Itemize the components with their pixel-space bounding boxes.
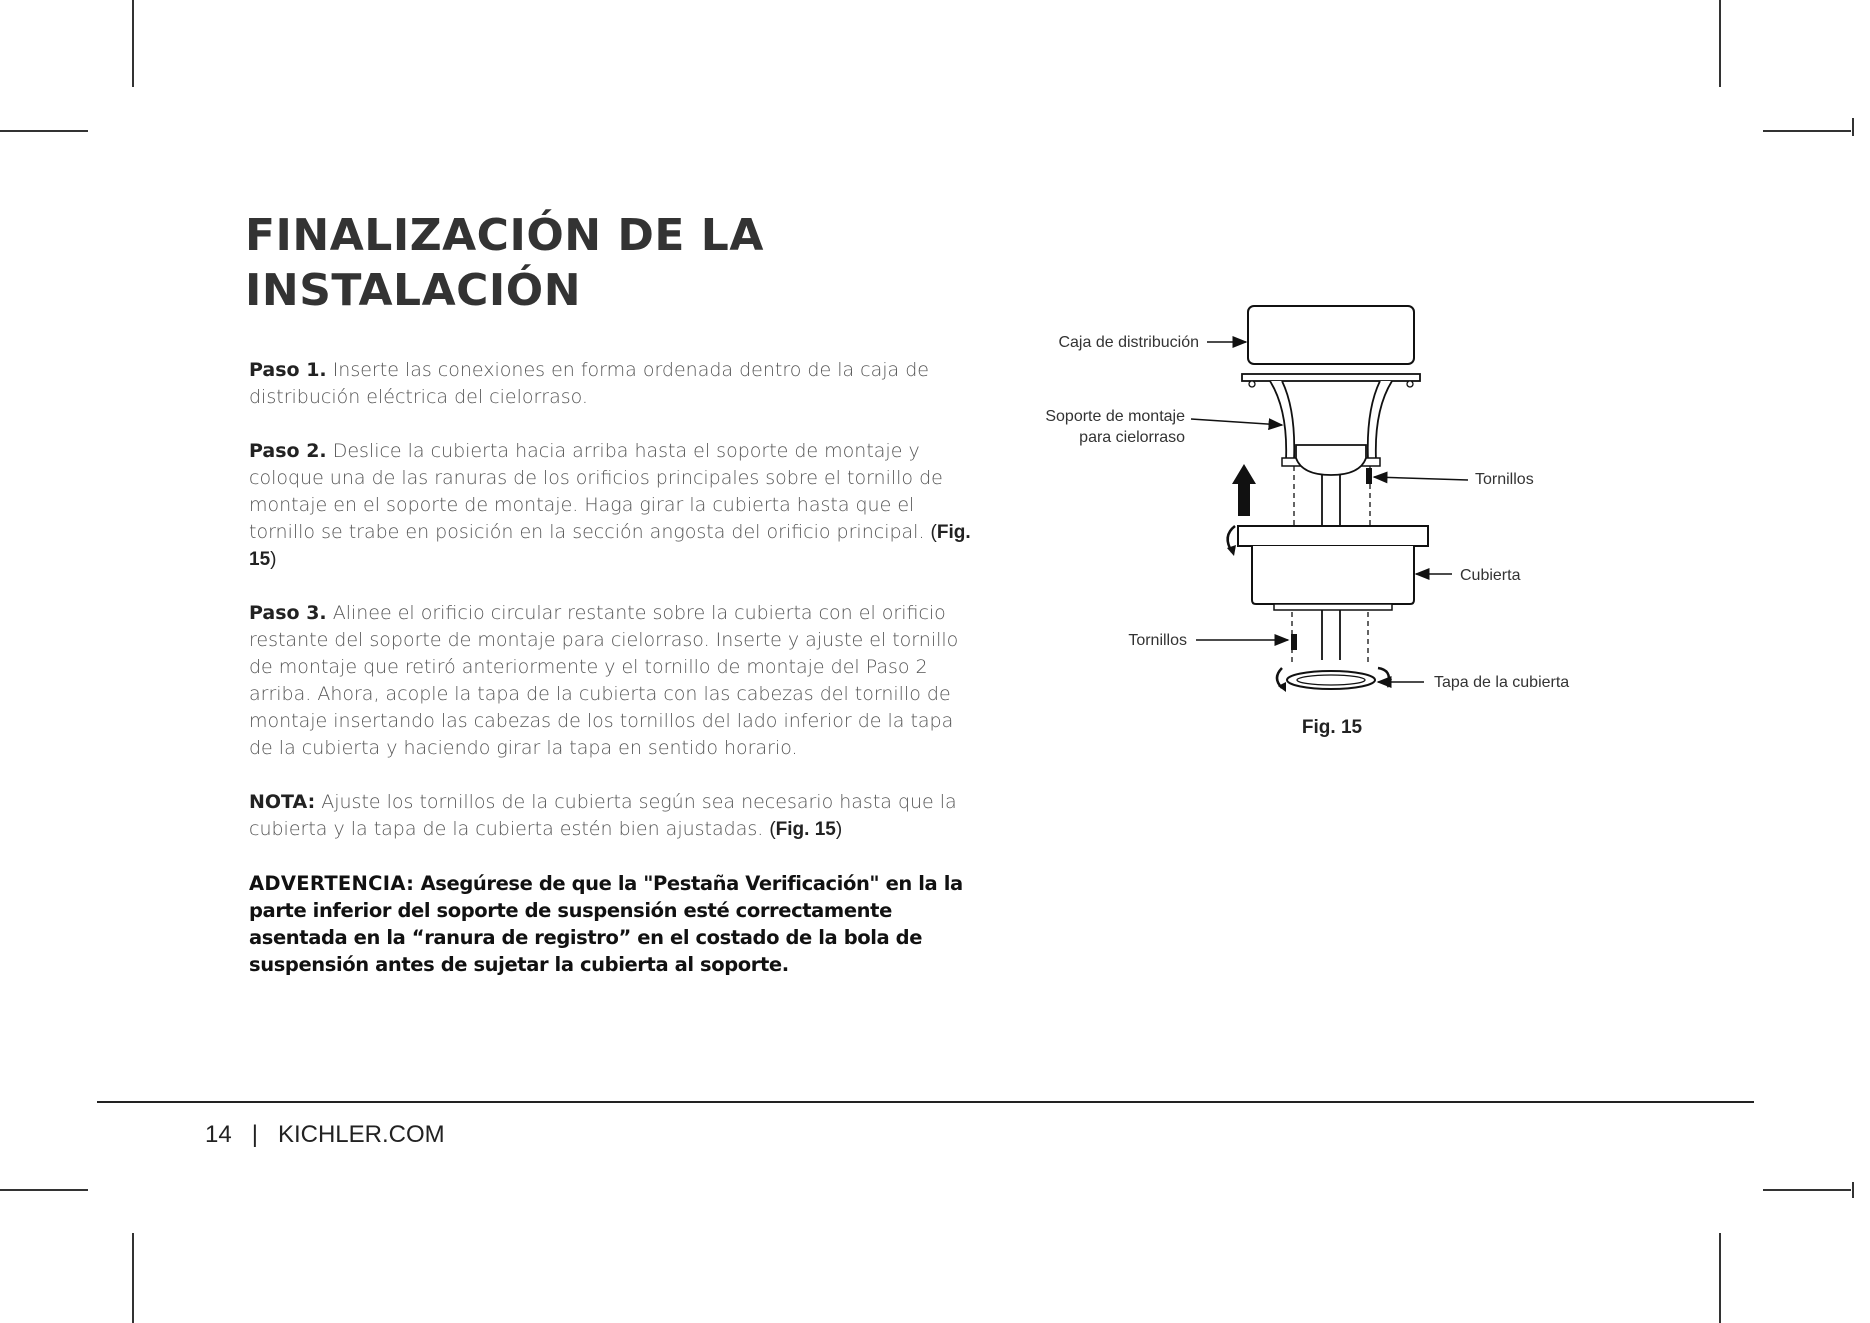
figure-reference: Fig. 15 (775, 819, 836, 840)
crop-mark (0, 130, 88, 132)
label-junction-box: Caja de distribución (1058, 334, 1199, 351)
canopy-top-shape (1238, 526, 1428, 546)
screw-shape (1291, 634, 1297, 650)
footer-separator: | (251, 1121, 258, 1148)
label-bracket: Soporte de montaje (1045, 408, 1185, 425)
installation-diagram (1020, 290, 1620, 750)
footer-site: KICHLER.COM (277, 1121, 445, 1148)
label-screws-right: Tornillos (1475, 471, 1534, 488)
paren-close: ) (270, 549, 277, 570)
junction-box-shape (1248, 306, 1414, 364)
step-label: Paso 2. (249, 440, 327, 462)
step-text: Deslice la cubierta hacia arriba hasta el soporte de montaje y coloque una de las ranuras de los orificios principales sobre el tornillo de montaje en el soporte de montaje. Haga girar la cubierta hasta que el tornillo se trabe en posición en la sección angosta del orificio principal. (249, 440, 943, 543)
screw-shape (1366, 468, 1372, 484)
note-text: Ajuste los tornillos de la cubierta según sea necesario hasta que la cubierta y la tapa de la cubierta estén bien ajustadas. (249, 791, 957, 840)
page-footer (205, 1121, 445, 1149)
step-text: Alinee el orificio circular restante sobre la cubierta con el orificio restante del soporte de montaje para cielorraso. Inserte y ajuste el tornillo de montaje que retiró anteriormente y el tornillo de montaje del Paso 2 arriba. Ahora, acople la tapa de la cubierta con las cabezas del tornillo de montaje insertando las cabezas de los tornillos del lado inferior de la tapa de la cubierta y haciendo girar la tapa en sentido horario. (249, 602, 959, 759)
note (249, 789, 974, 843)
up-arrow-icon (1232, 464, 1256, 516)
crop-mark (0, 1189, 88, 1191)
bracket-plate-shape (1242, 374, 1420, 381)
step-2 (249, 438, 974, 573)
step-1 (249, 357, 974, 411)
step-label: Paso 3. (249, 602, 327, 624)
paren-close: ) (835, 819, 843, 840)
label-canopy: Cubierta (1460, 567, 1521, 584)
label-bracket: para cielorraso (1079, 429, 1185, 446)
crop-mark (1852, 118, 1854, 136)
crop-mark (1719, 0, 1721, 87)
page-number: 14 (205, 1121, 232, 1148)
bracket-leg-left (1270, 381, 1294, 460)
paren-open: ( (769, 819, 776, 840)
step-text: Inserte las conexiones en forma ordenada dentro de la caja de distribución eléctrica del cielorraso. (249, 359, 929, 408)
crop-mark (132, 0, 134, 87)
crop-mark (1719, 1233, 1721, 1323)
warning-label: ADVERTENCIA: (249, 872, 415, 895)
step-label: Paso 1. (249, 359, 327, 381)
step-3 (249, 600, 974, 762)
crop-mark (1763, 130, 1851, 132)
bracket-leg-right (1368, 381, 1392, 460)
warning-text: Asegúrese de que la "Pestaña Verificación" en la la parte inferior del soporte de suspensión esté correctamente asentada en la “ranura de registro” en el costado de la bola de suspensión antes de sujetar la cubierta al soporte. (249, 872, 963, 976)
page-title-line: FINALIZACIÓN DE LA (245, 210, 764, 261)
page-title (245, 208, 764, 318)
instructions (249, 357, 974, 978)
footer-divider (97, 1101, 1754, 1103)
hanger-ball-shape (1296, 445, 1366, 475)
label-screws-left: Tornillos (1128, 632, 1187, 649)
crop-mark (1852, 1182, 1854, 1198)
canopy-cover-shape (1287, 671, 1375, 689)
crop-mark (132, 1233, 134, 1323)
note-label: NOTA: (249, 791, 316, 813)
paren-open: ( (930, 522, 937, 543)
crop-mark (1763, 1189, 1851, 1191)
figure-reference: Fig. 15 (249, 522, 971, 570)
figure-caption: Fig. 15 (1301, 717, 1363, 738)
label-canopy-cover: Tapa de la cubierta (1434, 674, 1570, 691)
canopy-body-shape (1252, 546, 1414, 604)
page-title-line: INSTALACIÓN (245, 265, 582, 316)
warning (249, 870, 974, 978)
